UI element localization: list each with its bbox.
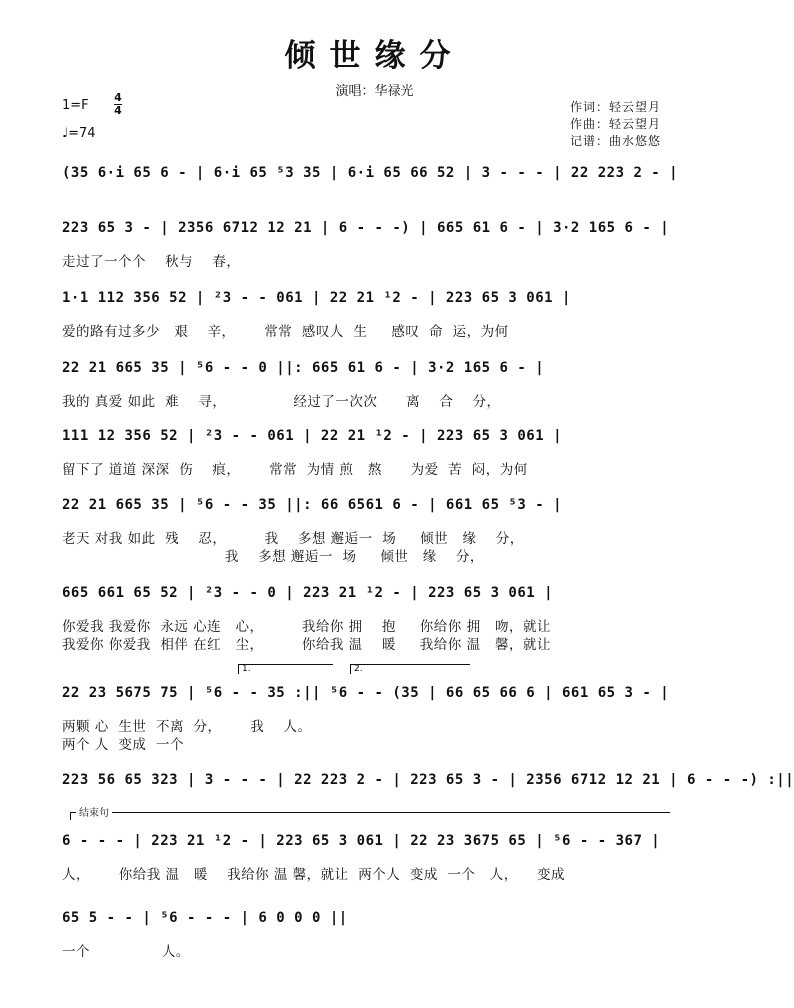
time-top: 4 xyxy=(114,91,122,104)
lyric-line: 一个 人。 xyxy=(62,944,190,960)
lyricist-credit: 作词：轻云望月 xyxy=(570,100,662,114)
notation-line: 65 5 - - | ⁵6 - - - | 6 0 0 0 || xyxy=(62,910,348,926)
lyric-line: 老天 对我 如此 残 忍， 我 多想 邂逅一 场 倾世 缘 分， xyxy=(62,531,524,547)
transcriber-credit: 记谱：曲水悠悠 xyxy=(570,134,662,148)
lyric-line: 留下了 道道 深深 伤 痕， 常常 为情 煎 熬 为爱 苦 闷，为何 xyxy=(62,462,528,478)
tempo-marking: ♩=74 xyxy=(62,126,96,141)
key-signature: 1=F xyxy=(62,98,89,113)
lyric-line: 走过了一个个 秋与 春， xyxy=(62,254,241,270)
ending-bracket-line xyxy=(70,812,670,813)
lyric-line: 两个 人 变成 一个 xyxy=(62,737,184,753)
ending-bracket-tick xyxy=(70,812,71,820)
lyric-line: 人， 你给我 温 暖 我给你 温 馨，就让 两个人 变成 一个 人， 变成 xyxy=(62,867,565,883)
lyric-line: 我 多想 邂逅一 场 倾世 缘 分， xyxy=(62,549,484,565)
notation-line: 1·1 112 356 52 | ²3 - - 061 | 22 21 ¹2 - | 223 65 3 061 | xyxy=(62,290,571,306)
volta-1-line xyxy=(238,664,333,665)
ending-label: 结束句 xyxy=(76,804,112,819)
composer-credit: 作曲：轻云望月 xyxy=(570,117,662,131)
volta-2-tick xyxy=(350,664,351,674)
volta-1-label: 1. xyxy=(242,664,251,674)
notation-line: 223 65 3 - | 2356 6712 12 21 | 6 - - -) | 665 61 6 - | 3·2 165 6 - | xyxy=(62,220,670,236)
singer-credit: 演唱：华禄光 xyxy=(335,84,414,99)
lyric-line: 两颗 心 生世 不离 分， 我 人。 xyxy=(62,719,312,735)
lyric-line: 爱的路有过多少 艰 辛， 常常 感叹人 生 感叹 命 运，为何 xyxy=(62,324,509,340)
song-title: 倾世缘分 xyxy=(284,38,465,74)
notation-line: (35 6·i 65 6 - | 6·i 65 ⁵3 35 | 6·i 65 66 52 | 3 - - - | 22 223 2 - | xyxy=(62,165,679,181)
lyric-line: 你爱我 我爱你 永远 心连 心， 我给你 拥 抱 你给你 拥 吻，就让 xyxy=(62,619,551,635)
notation-line: 22 21 665 35 | ⁵6 - - 0 ||: 665 61 6 - | 3·2 165 6 - | xyxy=(62,360,545,376)
notation-line: 111 12 356 52 | ²3 - - 061 | 22 21 ¹2 - | 223 65 3 061 | xyxy=(62,428,563,444)
lyric-line: 我的 真爱 如此 难 寻， 经过了一次次 离 合 分， xyxy=(62,394,501,410)
notation-line: 6 - - - | 223 21 ¹2 - | 223 65 3 061 | 22 23 3675 65 | ⁵6 - - 367 | xyxy=(62,833,661,849)
lyric-line: 我爱你 你爱我 相伴 在红 尘， 你给我 温 暖 我给你 温 馨，就让 xyxy=(62,637,551,653)
notation-line: 665 661 65 52 | ²3 - - 0 | 223 21 ¹2 - | 223 65 3 061 | xyxy=(62,585,554,601)
volta-1-tick xyxy=(238,664,239,674)
notation-line: 223 56 65 323 | 3 - - - | 22 223 2 - | 223 65 3 - | 2356 6712 12 21 | 6 - - -) :|| xyxy=(62,772,794,788)
volta-2-label: 2. xyxy=(354,664,363,674)
notation-line: 22 23 5675 75 | ⁵6 - - 35 :|| ⁵6 - - (35 | 66 65 66 6 | 661 65 3 - | xyxy=(62,685,670,701)
time-bottom: 4 xyxy=(114,104,122,117)
notation-line: 22 21 665 35 | ⁵6 - - 35 ||: 66 6561 6 - | 661 65 ⁵3 - | xyxy=(62,497,563,513)
time-signature xyxy=(114,92,122,116)
volta-2-line xyxy=(350,664,470,665)
